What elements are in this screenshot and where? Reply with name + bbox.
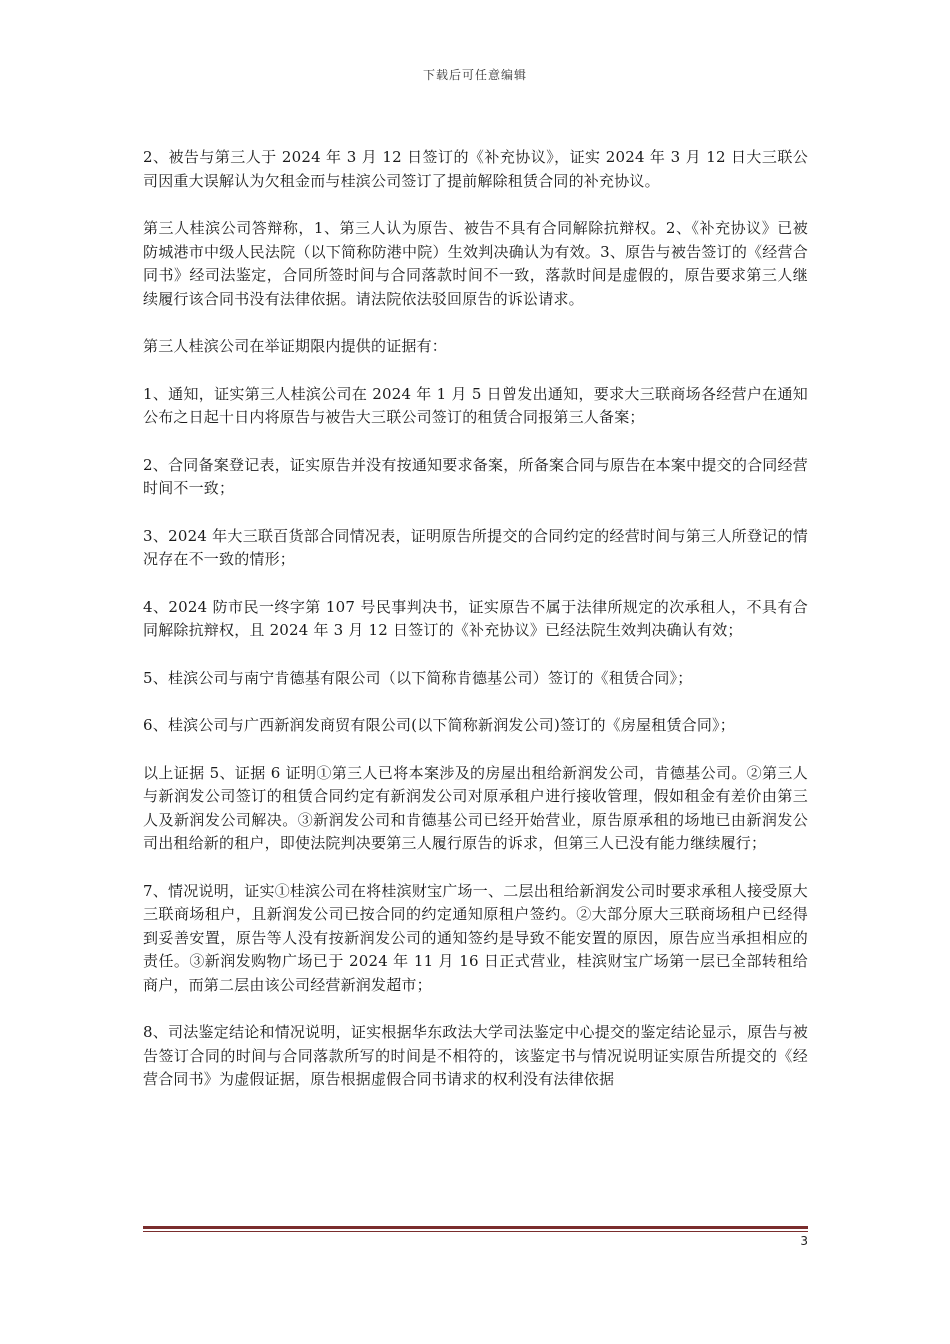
paragraph-third-party-defense: 第三人桂滨公司答辩称，1、第三人认为原告、被告不具有合同解除抗辩权。2、《补充协议》已被防城港市中级人民法院（以下简称防港中院）生效判决确认为有效。3、原告与被告签订的《经营合同书》经司法鉴定，合同所签时间与合同落款时间不一致，落款时间是虚假的，原告要求第三人继续履行该合同书没有法律依据。请法院依法驳回原告的诉讼请求。 (143, 219, 808, 308)
footer-rule-thick (143, 1226, 808, 1229)
paragraph-evidence-item-5: 5、桂滨公司与南宁肯德基有限公司（以下简称肯德基公司）签订的《租赁合同》； (143, 668, 693, 687)
paragraph-evidence-item-6: 6、桂滨公司与广西新润发商贸有限公司(以下简称新润发公司)签订的《房屋租赁合同》； (143, 716, 735, 734)
page-number: 3 (800, 1234, 808, 1248)
paragraph-evidence-item-1: 1、通知，证实第三人桂滨公司在 2024 年 1 月 5 日曾发出通知，要求大三联商场各经营户在通知公布之日起十日内将原告与被告大三联公司签订的租赁合同报第三人备案； (143, 384, 808, 426)
paragraph-evidence-item-2: 2、合同备案登记表，证实原告并没有按通知要求备案，所备案合同与原告在本案中提交的合同经营时间不一致； (143, 455, 808, 497)
footer-rule-thin (143, 1231, 808, 1232)
paragraph-evidence-2: 2、被告与第三人于 2024 年 3 月 12 日签订的《补充协议》，证实 2024 年 3 月 12 日大三联公司因重大误解认为欠租金而与桂滨公司签订了提前解除租赁合同的补充协议。 (143, 148, 808, 190)
paragraph-evidence-item-8: 8、司法鉴定结论和情况说明，证实根据华东政法大学司法鉴定中心提交的鉴定结论显示，原告与被告签订合同的时间与合同落款所写的时间是不相符的，该鉴定书与情况说明证实原告所提交的《经营合同书》为虚假证据，原告根据虚假合同书请求的权利没有法律依据 (143, 1023, 808, 1088)
paragraph-evidence-summary: 以上证据 5、证据 6 证明①第三人已将本案涉及的房屋出租给新润发公司，肯德基公司。②第三人与新润发公司签订的租赁合同约定有新润发公司对原承租户进行接收管理，假如租金有差价由第三人及新润发公司解决。③新润发公司和肯德基公司已经开始营业，原告原承租的场地已由新润发公司出租给新的租户，即使法院判决要第三人履行原告的诉求，但第三人已没有能力继续履行； (143, 763, 808, 852)
page-header: 下载后可任意编辑 (422, 68, 527, 82)
paragraph-evidence-intro: 第三人桂滨公司在举证期限内提供的证据有： (143, 337, 448, 355)
document-body (143, 146, 808, 1116)
paragraph-evidence-item-3: 3、2024 年大三联百货部合同情况表，证明原告所提交的合同约定的经营时间与第三人所登记的情况存在不一致的情形； (143, 526, 808, 568)
paragraph-evidence-item-4: 4、2024 防市民一终字第 107 号民事判决书，证实原告不属于法律所规定的次承租人，不具有合同解除抗辩权，且 2024 年 3 月 12 日签订的《补充协议》已经法院生效判决确认有效； (143, 597, 808, 639)
paragraph-evidence-item-7: 7、情况说明，证实①桂滨公司在将桂滨财宝广场一、二层出租给新润发公司时要求承租人接受原大三联商场租户，且新润发公司已按合同的约定通知原租户签约。②大部分原大三联商场租户已经得到妥善安置，原告等人没有按新润发公司的通知签约是导致不能安置的原因，原告应当承担相应的责任。③新润发购物广场已于 2024 年 11 月 16 日正式营业，桂滨财宝广场第一层已全部转租给商户，而第二层由该公司经营新润发超市； (143, 881, 808, 994)
